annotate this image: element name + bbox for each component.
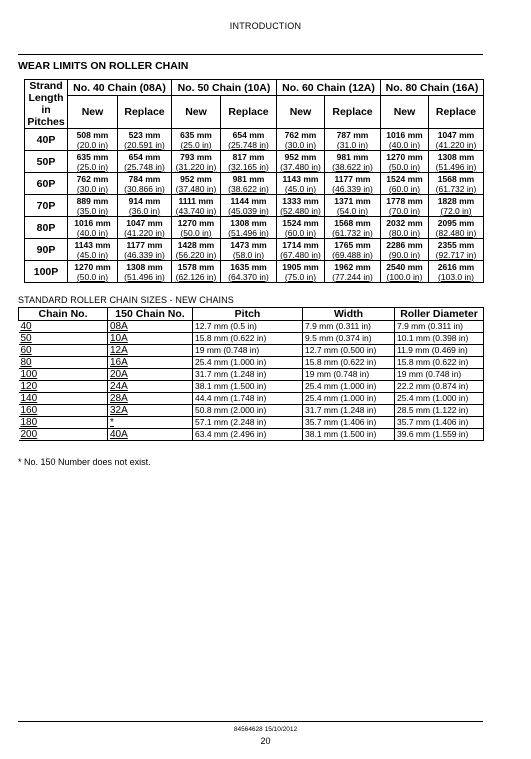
wear-value-cell bbox=[118, 217, 172, 239]
size-row bbox=[19, 405, 484, 417]
pitch-count-cell: 40P bbox=[25, 129, 68, 151]
pitch-cell: 19 mm (0.748 in) bbox=[193, 345, 303, 357]
value-in: (60.0 in) bbox=[388, 183, 421, 194]
replace-header: Replace bbox=[325, 96, 381, 129]
pitch-count-cell: 80P bbox=[25, 217, 68, 239]
value-mm: 981 mm bbox=[336, 151, 369, 162]
value-in: (41.220 in) bbox=[124, 227, 165, 238]
value-mm: 787 mm bbox=[336, 129, 369, 140]
value-in: (103.0 in) bbox=[438, 271, 474, 282]
size-row bbox=[19, 393, 484, 405]
wear-value-cell bbox=[68, 173, 118, 195]
wear-value-cell bbox=[221, 217, 277, 239]
value-in: (77.244 in) bbox=[332, 271, 373, 282]
value-in: (75.0 in) bbox=[284, 271, 317, 282]
value-in: (43.740 in) bbox=[175, 205, 217, 216]
value-in: (45.0 in) bbox=[284, 183, 317, 194]
chain-150-no-cell: 10A bbox=[108, 333, 193, 345]
pitch-header: Pitch bbox=[193, 308, 303, 321]
size-row bbox=[19, 357, 484, 369]
wear-value-cell bbox=[172, 217, 221, 239]
wear-row bbox=[25, 195, 484, 217]
wear-value-cell bbox=[172, 129, 221, 151]
size-row bbox=[19, 417, 484, 429]
wear-value-cell bbox=[277, 217, 325, 239]
size-row bbox=[19, 429, 484, 441]
wear-value-cell bbox=[68, 217, 118, 239]
value-mm: 762 mm bbox=[284, 129, 317, 140]
value-in: (50.0 in) bbox=[76, 271, 109, 282]
value-mm: 1473 mm bbox=[230, 239, 267, 250]
value-mm: 523 mm bbox=[128, 129, 161, 140]
value-in: (30.0 in) bbox=[76, 183, 109, 194]
wear-value-cell bbox=[429, 129, 484, 151]
value-in: (31.220 in) bbox=[175, 161, 217, 172]
wear-value-cell bbox=[325, 239, 381, 261]
width-cell: 25.4 mm (1.000 in) bbox=[303, 381, 395, 393]
roller-diameter-cell: 19 mm (0.748 in) bbox=[395, 369, 484, 381]
wear-value-cell bbox=[68, 151, 118, 173]
value-in: (80.0 in) bbox=[388, 227, 421, 238]
chain-no-cell: 60 bbox=[19, 345, 108, 357]
value-mm: 889 mm bbox=[76, 195, 109, 206]
value-mm: 654 mm bbox=[232, 129, 265, 140]
value-mm: 2540 mm bbox=[386, 261, 423, 272]
value-mm: 2095 mm bbox=[437, 217, 475, 228]
footer-divider bbox=[18, 721, 483, 722]
value-in: (35.0 in) bbox=[76, 205, 109, 216]
value-in: (20.591 in) bbox=[124, 139, 165, 150]
value-mm: 1177 mm bbox=[126, 239, 163, 250]
wear-row bbox=[25, 239, 484, 261]
chain-header-60: No. 60 Chain (12A) bbox=[277, 80, 381, 96]
width-cell: 31.7 mm (1.248 in) bbox=[303, 405, 395, 417]
width-cell: 19 mm (0.748 in) bbox=[303, 369, 395, 381]
value-mm: 1016 mm bbox=[74, 217, 111, 228]
chain-no-cell: 100 bbox=[19, 369, 108, 381]
value-in: (70.0 in) bbox=[388, 205, 421, 216]
chain-no-cell: 140 bbox=[19, 393, 108, 405]
value-mm: 635 mm bbox=[76, 151, 109, 162]
pitch-count-cell: 90P bbox=[25, 239, 68, 261]
pitch-count-cell: 60P bbox=[25, 173, 68, 195]
wear-value-cell bbox=[68, 261, 118, 283]
chain-150-no-cell: 16A bbox=[108, 357, 193, 369]
wear-value-cell bbox=[277, 151, 325, 173]
wear-value-cell bbox=[118, 151, 172, 173]
wear-value-cell bbox=[277, 173, 325, 195]
wear-value-cell bbox=[381, 151, 429, 173]
value-mm: 914 mm bbox=[128, 195, 161, 206]
wear-row bbox=[25, 217, 484, 239]
wear-value-cell bbox=[172, 173, 221, 195]
value-mm: 1962 mm bbox=[334, 261, 371, 272]
value-in: (25.0 in) bbox=[180, 139, 212, 150]
wear-limits-table bbox=[24, 79, 484, 283]
chain-no-cell: 40 bbox=[19, 321, 108, 333]
chain-150-no-cell: 08A bbox=[108, 321, 193, 333]
value-mm: 1524 mm bbox=[386, 173, 423, 184]
value-mm: 793 mm bbox=[180, 151, 212, 162]
wear-value-cell bbox=[221, 151, 277, 173]
value-in: (58.0 in) bbox=[232, 249, 265, 260]
pitch-cell: 57.1 mm (2.248 in) bbox=[193, 417, 303, 429]
value-in: (69.488 in) bbox=[332, 249, 373, 260]
value-in: (25.748 in) bbox=[228, 139, 269, 150]
wear-value-cell bbox=[429, 195, 484, 217]
wear-value-cell bbox=[381, 239, 429, 261]
size-row bbox=[19, 381, 484, 393]
value-in: (38.622 in) bbox=[332, 161, 373, 172]
wear-value-cell bbox=[429, 261, 484, 283]
value-in: (50.0 in) bbox=[388, 161, 421, 172]
new-header: New bbox=[172, 96, 221, 129]
wear-row bbox=[25, 173, 484, 195]
pitch-cell: 44.4 mm (1.748 in) bbox=[193, 393, 303, 405]
value-in: (92.717 in) bbox=[435, 249, 477, 260]
width-header: Width bbox=[303, 308, 395, 321]
value-in: (51.496 in) bbox=[435, 161, 477, 172]
chain-no-cell: 160 bbox=[19, 405, 108, 417]
wear-value-cell bbox=[118, 173, 172, 195]
chain-150-no-header: 150 Chain No. bbox=[108, 308, 193, 321]
pitch-cell: 50.8 mm (2.000 in) bbox=[193, 405, 303, 417]
pitch-cell: 25.4 mm (1.000 in) bbox=[193, 357, 303, 369]
wear-value-cell bbox=[429, 173, 484, 195]
width-cell: 38.1 mm (1.500 in) bbox=[303, 429, 395, 441]
chain-150-no-cell: 28A bbox=[108, 393, 193, 405]
wear-row bbox=[25, 151, 484, 173]
value-in: (52.480 in) bbox=[280, 205, 321, 216]
roller-diameter-cell: 15.8 mm (0.622 in) bbox=[395, 357, 484, 369]
pitch-count-cell: 70P bbox=[25, 195, 68, 217]
document-id: 84564628 15/10/2012 bbox=[233, 726, 298, 733]
chain-sizes-title: STANDARD ROLLER CHAIN SIZES - NEW CHAINS bbox=[18, 295, 234, 305]
value-mm: 2616 mm bbox=[437, 261, 475, 272]
value-in: (30.0 in) bbox=[284, 139, 317, 150]
value-mm: 1778 mm bbox=[386, 195, 423, 206]
value-in: (40.0 in) bbox=[76, 227, 109, 238]
new-header: New bbox=[68, 96, 118, 129]
pitch-cell: 63.4 mm (2.496 in) bbox=[193, 429, 303, 441]
wear-value-cell bbox=[325, 129, 381, 151]
value-mm: 635 mm bbox=[180, 129, 212, 140]
value-in: (37.480 in) bbox=[280, 161, 321, 172]
wear-value-cell bbox=[221, 195, 277, 217]
wear-value-cell bbox=[172, 195, 221, 217]
pitch-cell: 38.1 mm (1.500 in) bbox=[193, 381, 303, 393]
value-mm: 1635 mm bbox=[230, 261, 267, 272]
wear-limits-title: WEAR LIMITS ON ROLLER CHAIN bbox=[18, 60, 189, 72]
value-mm: 1047 mm bbox=[126, 217, 163, 228]
wear-value-cell bbox=[221, 173, 277, 195]
chain-150-no-cell: 12A bbox=[108, 345, 193, 357]
wear-row bbox=[25, 261, 484, 283]
roller-diameter-cell: 39.6 mm (1.559 in) bbox=[395, 429, 484, 441]
footnote: * No. 150 Number does not exist. bbox=[18, 457, 151, 467]
value-mm: 952 mm bbox=[284, 151, 317, 162]
wear-value-cell bbox=[429, 151, 484, 173]
wear-value-cell bbox=[325, 261, 381, 283]
header-divider bbox=[18, 54, 483, 55]
wear-value-cell bbox=[118, 129, 172, 151]
value-in: (25.0 in) bbox=[76, 161, 109, 172]
value-mm: 1270 mm bbox=[177, 217, 215, 228]
value-mm: 1905 mm bbox=[282, 261, 319, 272]
value-in: (67.480 in) bbox=[280, 249, 321, 260]
wear-value-cell bbox=[68, 239, 118, 261]
value-mm: 1143 mm bbox=[282, 173, 319, 184]
chain-no-cell: 200 bbox=[19, 429, 108, 441]
width-cell: 7.9 mm (0.311 in) bbox=[303, 321, 395, 333]
value-mm: 762 mm bbox=[76, 173, 109, 184]
value-in: (20.0 in) bbox=[76, 139, 109, 150]
value-in: (100.0 in) bbox=[386, 271, 423, 282]
chain-no-cell: 180 bbox=[19, 417, 108, 429]
value-in: (45.0 in) bbox=[76, 249, 109, 260]
chain-no-cell: 120 bbox=[19, 381, 108, 393]
value-mm: 508 mm bbox=[76, 129, 109, 140]
page-header-title: INTRODUCTION bbox=[229, 21, 302, 31]
wear-value-cell bbox=[277, 239, 325, 261]
value-mm: 1524 mm bbox=[282, 217, 319, 228]
value-mm: 1765 mm bbox=[334, 239, 371, 250]
value-mm: 817 mm bbox=[232, 151, 265, 162]
value-mm: 1308 mm bbox=[437, 151, 475, 162]
width-cell: 25.4 mm (1.000 in) bbox=[303, 393, 395, 405]
value-in: (56.220 in) bbox=[175, 249, 217, 260]
chain-sizes-table bbox=[18, 307, 484, 441]
wear-row bbox=[25, 129, 484, 151]
wear-value-cell bbox=[221, 261, 277, 283]
value-in: (50.0 in) bbox=[180, 227, 212, 238]
roller-diameter-cell: 11.9 mm (0.469 in) bbox=[395, 345, 484, 357]
value-mm: 1144 mm bbox=[230, 195, 267, 206]
value-mm: 1568 mm bbox=[334, 217, 371, 228]
wear-value-cell bbox=[221, 129, 277, 151]
wear-value-cell bbox=[381, 261, 429, 283]
value-mm: 1568 mm bbox=[437, 173, 475, 184]
wear-value-cell bbox=[221, 239, 277, 261]
chain-header-40: No. 40 Chain (08A) bbox=[68, 80, 172, 96]
value-in: (36.0 in) bbox=[128, 205, 161, 216]
value-mm: 1143 mm bbox=[74, 239, 111, 250]
wear-value-cell bbox=[172, 261, 221, 283]
value-mm: 1828 mm bbox=[437, 195, 475, 206]
chain-150-no-cell: 40A bbox=[108, 429, 193, 441]
wear-value-cell bbox=[325, 173, 381, 195]
value-mm: 1308 mm bbox=[126, 261, 163, 272]
value-in: (25.748 in) bbox=[124, 161, 165, 172]
wear-value-cell bbox=[381, 195, 429, 217]
size-row bbox=[19, 333, 484, 345]
value-mm: 1177 mm bbox=[334, 173, 371, 184]
chain-no-cell: 80 bbox=[19, 357, 108, 369]
value-mm: 1270 mm bbox=[386, 151, 423, 162]
chain-150-no-cell: 20A bbox=[108, 369, 193, 381]
new-header: New bbox=[381, 96, 429, 129]
value-in: (45.039 in) bbox=[228, 205, 269, 216]
wear-value-cell bbox=[68, 195, 118, 217]
value-in: (61.732 in) bbox=[435, 183, 477, 194]
new-header: New bbox=[277, 96, 325, 129]
chain-150-no-cell: * bbox=[108, 417, 193, 429]
replace-header: Replace bbox=[118, 96, 172, 129]
chain-no-header: Chain No. bbox=[19, 308, 108, 321]
size-row bbox=[19, 369, 484, 381]
wear-value-cell bbox=[381, 173, 429, 195]
wear-value-cell bbox=[118, 195, 172, 217]
wear-value-cell bbox=[381, 129, 429, 151]
value-mm: 1371 mm bbox=[334, 195, 371, 206]
value-mm: 2032 mm bbox=[386, 217, 423, 228]
wear-value-cell bbox=[381, 217, 429, 239]
value-in: (46.339 in) bbox=[332, 183, 373, 194]
value-mm: 1111 mm bbox=[178, 195, 214, 206]
roller-diameter-cell: 10.1 mm (0.398 in) bbox=[395, 333, 484, 345]
wear-value-cell bbox=[325, 151, 381, 173]
value-mm: 1308 mm bbox=[230, 217, 267, 228]
wear-value-cell bbox=[429, 239, 484, 261]
roller-diameter-cell: 28.5 mm (1.122 in) bbox=[395, 405, 484, 417]
width-cell: 15.8 mm (0.622 in) bbox=[303, 357, 395, 369]
value-in: (51.496 in) bbox=[228, 227, 269, 238]
replace-header: Replace bbox=[221, 96, 277, 129]
chain-header-80: No. 80 Chain (16A) bbox=[381, 80, 484, 96]
value-in: (64.370 in) bbox=[228, 271, 269, 282]
value-mm: 1714 mm bbox=[282, 239, 319, 250]
value-mm: 1333 mm bbox=[282, 195, 319, 206]
value-in: (32.165 in) bbox=[228, 161, 269, 172]
value-mm: 981 mm bbox=[232, 173, 265, 184]
wear-value-cell bbox=[429, 217, 484, 239]
value-mm: 2286 mm bbox=[386, 239, 423, 250]
value-in: (40.0 in) bbox=[388, 139, 421, 150]
value-mm: 2355 mm bbox=[437, 239, 475, 250]
roller-diameter-cell: 35.7 mm (1.406 in) bbox=[395, 417, 484, 429]
wear-value-cell bbox=[325, 195, 381, 217]
wear-value-cell bbox=[277, 261, 325, 283]
strand-length-header: Strand Length in Pitches bbox=[25, 80, 68, 129]
wear-value-cell bbox=[325, 217, 381, 239]
value-in: (38.622 in) bbox=[228, 183, 269, 194]
value-in: (60.0 in) bbox=[284, 227, 317, 238]
value-in: (61.732 in) bbox=[332, 227, 373, 238]
wear-value-cell bbox=[68, 129, 118, 151]
chain-150-no-cell: 32A bbox=[108, 405, 193, 417]
size-row bbox=[19, 345, 484, 357]
roller-diameter-cell: 22.2 mm (0.874 in) bbox=[395, 381, 484, 393]
roller-diameter-cell: 7.9 mm (0.311 in) bbox=[395, 321, 484, 333]
wear-value-cell bbox=[277, 195, 325, 217]
value-in: (90.0 in) bbox=[388, 249, 421, 260]
pitch-count-cell: 100P bbox=[25, 261, 68, 283]
value-in: (82.480 in) bbox=[435, 227, 477, 238]
value-in: (51.496 in) bbox=[124, 271, 165, 282]
value-mm: 952 mm bbox=[180, 173, 212, 184]
chain-no-cell: 50 bbox=[19, 333, 108, 345]
size-row bbox=[19, 321, 484, 333]
value-in: (54.0 in) bbox=[336, 205, 369, 216]
value-mm: 1270 mm bbox=[74, 261, 111, 272]
value-mm: 1047 mm bbox=[437, 129, 475, 140]
wear-value-cell bbox=[172, 239, 221, 261]
pitch-cell: 31.7 mm (1.248 in) bbox=[193, 369, 303, 381]
value-in: (37.480 in) bbox=[175, 183, 217, 194]
wear-value-cell bbox=[118, 261, 172, 283]
value-mm: 1578 mm bbox=[177, 261, 215, 272]
pitch-cell: 12.7 mm (0.5 in) bbox=[193, 321, 303, 333]
value-in: (72.0 in) bbox=[440, 205, 472, 216]
replace-header: Replace bbox=[429, 96, 484, 129]
roller-diameter-cell: 25.4 mm (1.000 in) bbox=[395, 393, 484, 405]
width-cell: 12.7 mm (0.500 in) bbox=[303, 345, 395, 357]
pitch-cell: 15.8 mm (0.622 in) bbox=[193, 333, 303, 345]
value-in: (30.866 in) bbox=[124, 183, 165, 194]
value-mm: 784 mm bbox=[128, 173, 161, 184]
chain-150-no-cell: 24A bbox=[108, 381, 193, 393]
wear-value-cell bbox=[172, 151, 221, 173]
value-in: (41.220 in) bbox=[435, 139, 477, 150]
value-mm: 654 mm bbox=[128, 151, 161, 162]
roller-diameter-header: Roller Diameter bbox=[395, 308, 484, 321]
chain-header-50: No. 50 Chain (10A) bbox=[172, 80, 277, 96]
page-number: 20 bbox=[260, 736, 271, 746]
pitch-count-cell: 50P bbox=[25, 151, 68, 173]
value-in: (46.339 in) bbox=[124, 249, 165, 260]
value-mm: 1016 mm bbox=[386, 129, 423, 140]
width-cell: 35.7 mm (1.406 in) bbox=[303, 417, 395, 429]
wear-value-cell bbox=[118, 239, 172, 261]
wear-value-cell bbox=[277, 129, 325, 151]
value-in: (31.0 in) bbox=[336, 139, 369, 150]
value-in: (62.126 in) bbox=[175, 271, 217, 282]
value-mm: 1428 mm bbox=[177, 239, 215, 250]
width-cell: 9.5 mm (0.374 in) bbox=[303, 333, 395, 345]
